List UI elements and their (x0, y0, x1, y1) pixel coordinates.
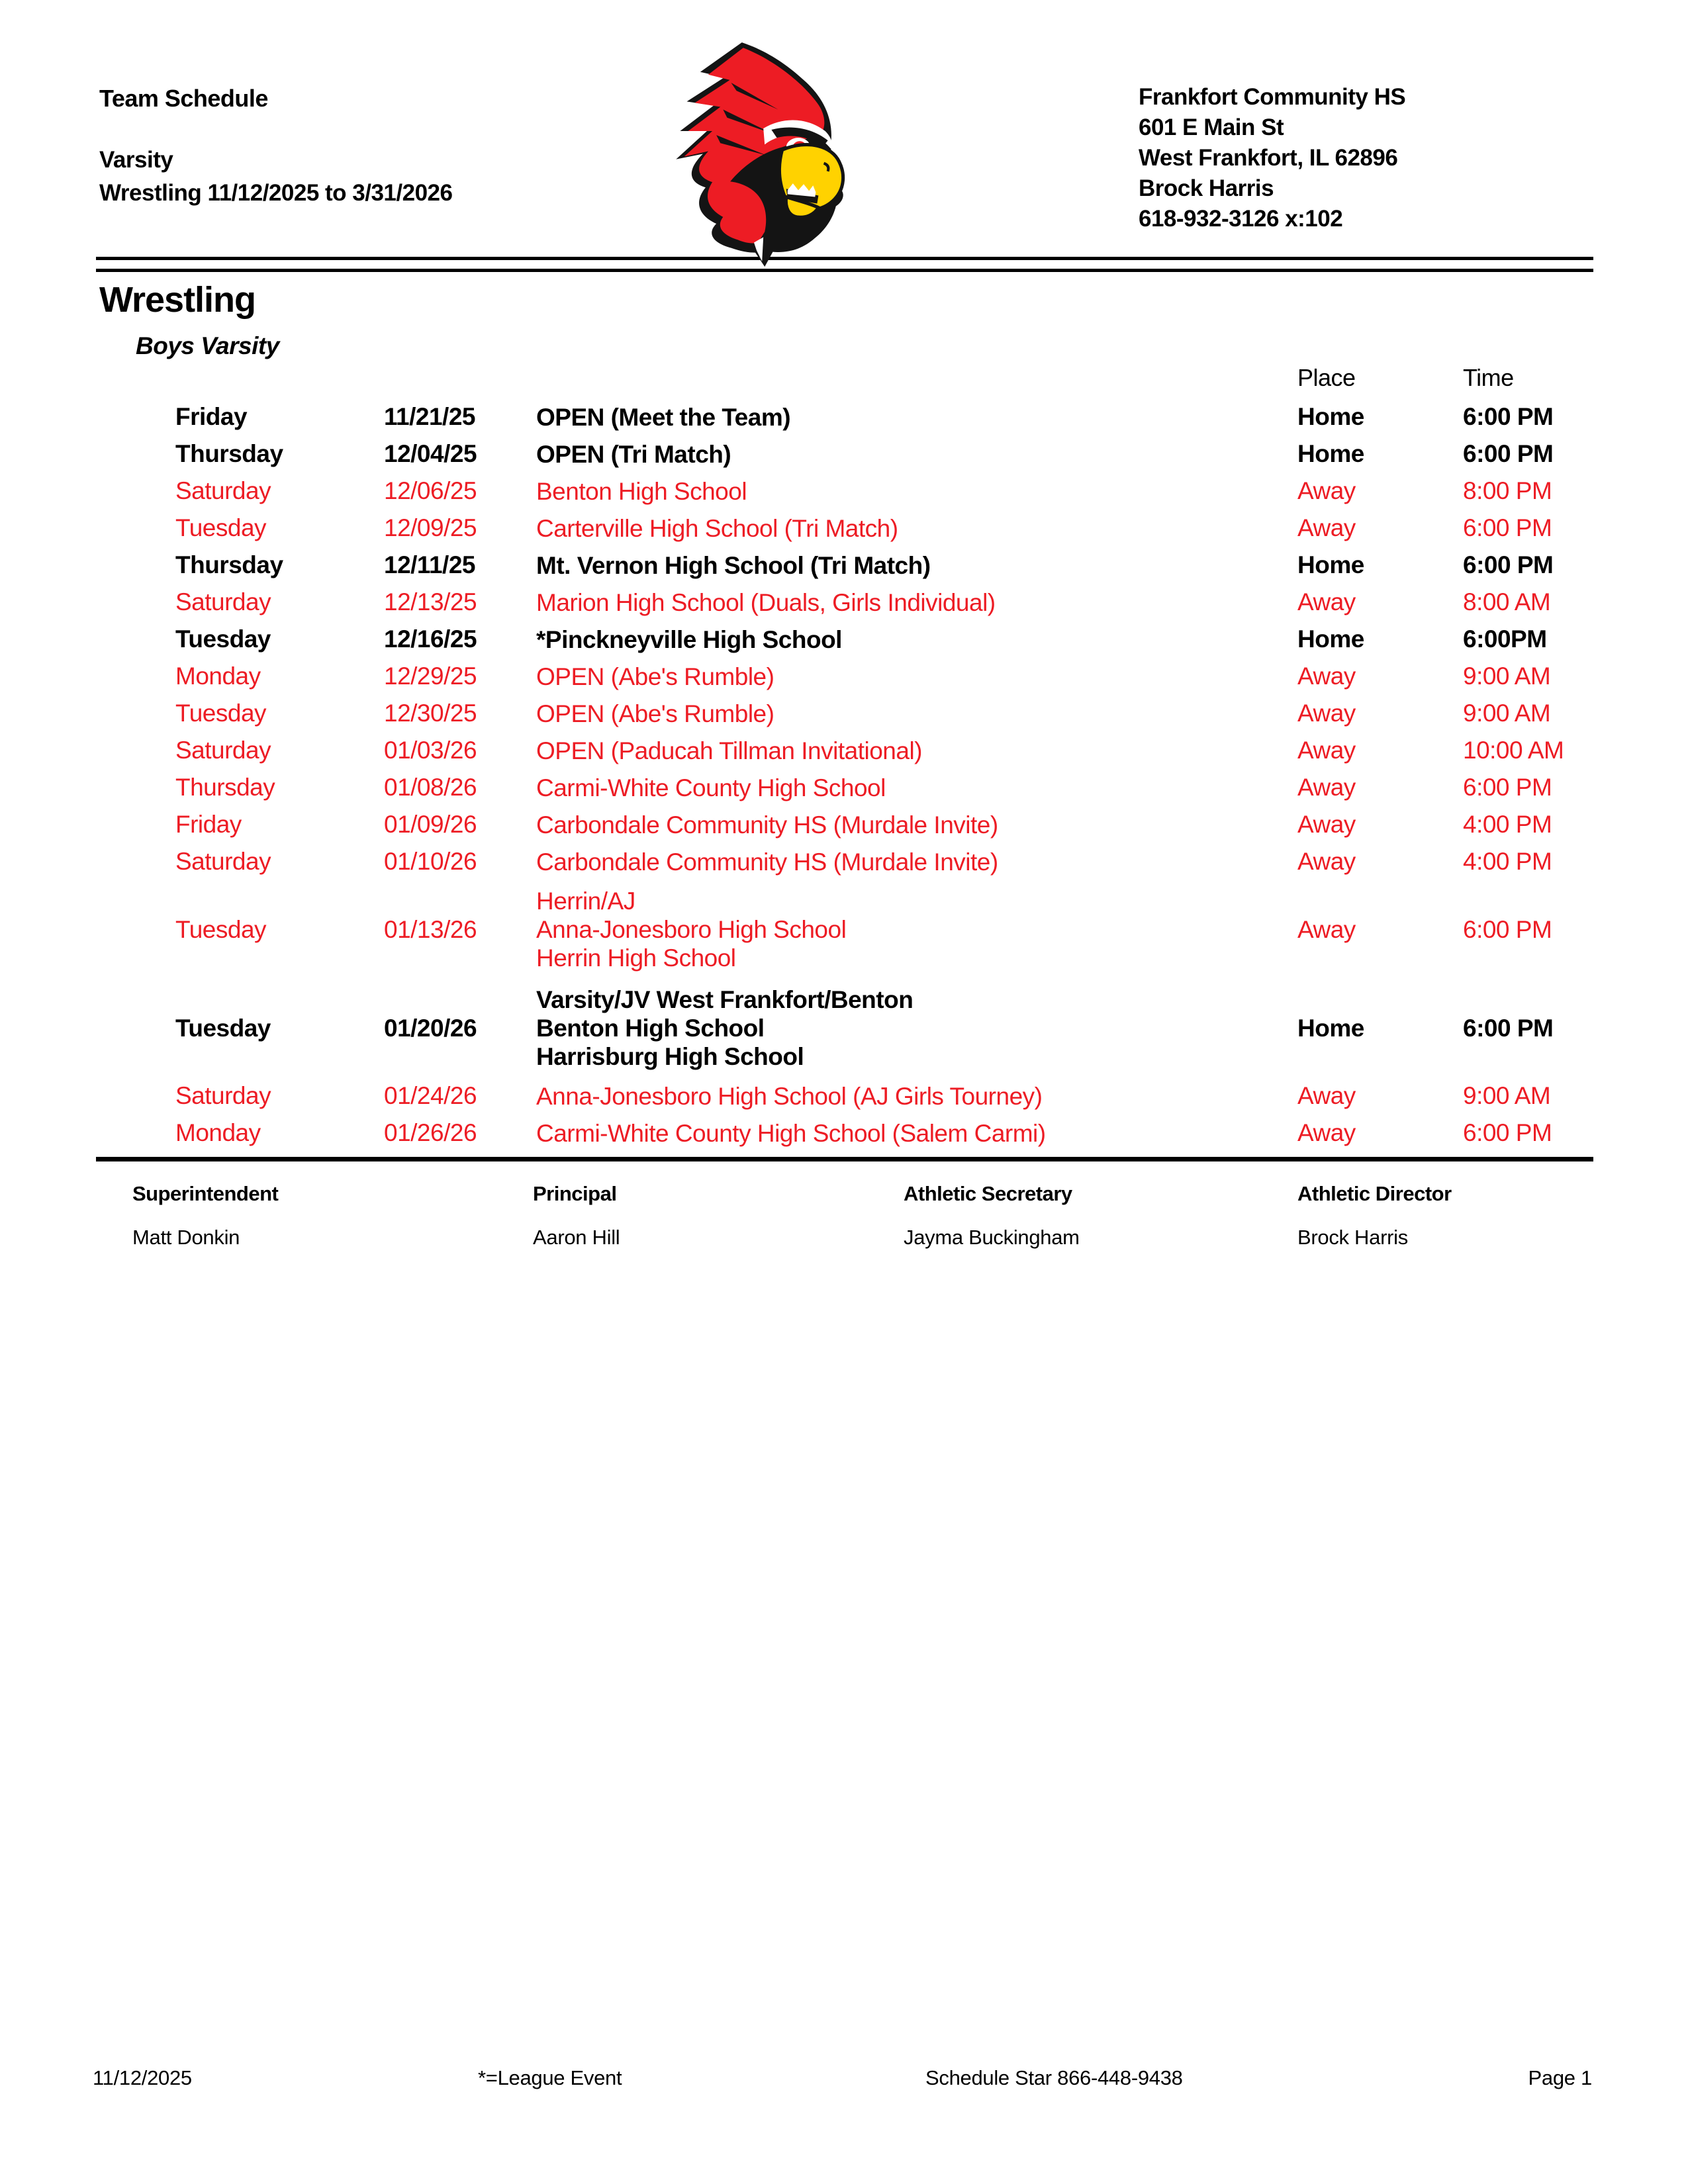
team-subtitle: Boys Varsity (136, 332, 279, 359)
row-place: Away (1297, 662, 1356, 690)
row-place: Away (1297, 1119, 1356, 1146)
row-day: Thursday (175, 774, 275, 801)
row-place: Away (1297, 774, 1356, 801)
opponent-line: Carmi-White County High School (536, 774, 886, 801)
opponent-line: OPEN (Abe's Rumble) (536, 662, 774, 690)
row-opponent (536, 1082, 1297, 1111)
staff-role: Principal (533, 1182, 617, 1205)
row-day: Saturday (175, 588, 271, 615)
row-opponent (536, 625, 1297, 654)
row-place: Away (1297, 477, 1356, 504)
schedule-row (0, 398, 1688, 435)
row-opponent (536, 440, 1297, 469)
row-place: Away (1297, 700, 1356, 727)
staff-role: Superintendent (132, 1182, 279, 1205)
opponent-line: OPEN (Abe's Rumble) (536, 700, 774, 727)
row-place: Home (1297, 625, 1364, 653)
report-title: Team Schedule (99, 85, 268, 112)
row-date: 12/16/25 (384, 625, 477, 653)
row-date: 01/26/26 (384, 1119, 477, 1146)
row-day: Thursday (175, 551, 283, 578)
footer-legend: *=League Event (478, 2066, 622, 2089)
row-time: 6:00 PM (1463, 551, 1554, 578)
opponent-line: Benton High School (536, 1015, 765, 1042)
staff-name: Brock Harris (1297, 1226, 1408, 1249)
schedule-row (0, 1115, 1688, 1152)
row-day: Friday (175, 403, 248, 430)
staff-section (0, 1182, 1688, 1268)
staff-name: Jayma Buckingham (904, 1226, 1080, 1249)
row-day: Tuesday (175, 1014, 271, 1042)
team-level: Varsity (99, 147, 173, 173)
staff-athletic-director (1297, 1182, 1452, 1250)
staff-athletic-secretary (904, 1182, 1080, 1250)
row-time: 4:00 PM (1463, 811, 1552, 838)
header-divider-bottom (96, 269, 1593, 272)
row-day: Saturday (175, 737, 271, 764)
page-footer (0, 2066, 1688, 2099)
opponent-line: *Pinckneyville High School (536, 625, 842, 653)
report-title-block (99, 85, 452, 206)
row-place: Away (1297, 1082, 1356, 1109)
row-time: 8:00 PM (1463, 477, 1552, 504)
schedule-row (0, 510, 1688, 547)
row-time: 6:00 PM (1463, 774, 1552, 801)
row-time: 6:00 PM (1463, 403, 1554, 430)
sport-title: Wrestling (99, 280, 256, 320)
school-name: Frankfort Community HS (1139, 84, 1406, 110)
row-time: 10:00 AM (1463, 737, 1564, 764)
opponent-line: Anna-Jonesboro High School (536, 916, 847, 943)
row-date: 01/10/26 (384, 848, 477, 875)
opponent-line: Varsity/JV West Frankfort/Benton (536, 986, 914, 1013)
row-place: Away (1297, 737, 1356, 764)
table-bottom-rule (96, 1157, 1593, 1161)
row-place: Home (1297, 1014, 1364, 1042)
schedule-range: Wrestling 11/12/2025 to 3/31/2026 (99, 180, 453, 206)
row-day: Saturday (175, 1082, 271, 1109)
opponent-line: Carmi-White County High School (Salem Carmi) (536, 1119, 1046, 1147)
row-date: 01/09/26 (384, 811, 477, 838)
school-info-block (1139, 82, 1405, 234)
schedule-row (0, 806, 1688, 843)
row-day: Monday (175, 1119, 261, 1146)
footer-date: 11/12/2025 (93, 2066, 192, 2089)
schedule-row (0, 732, 1688, 769)
row-date: 12/29/25 (384, 662, 477, 690)
schedule-row (0, 1077, 1688, 1115)
row-day: Tuesday (175, 700, 267, 727)
staff-role: Athletic Secretary (904, 1182, 1072, 1205)
school-logo (662, 38, 847, 267)
schedule-row (0, 695, 1688, 732)
opponent-line: OPEN (Paducah Tillman Invitational) (536, 737, 922, 764)
opponent-line: Mt. Vernon High School (Tri Match) (536, 551, 931, 579)
row-day: Friday (175, 811, 242, 838)
opponent-line: OPEN (Tri Match) (536, 440, 731, 468)
opponent-line: Harrisburg High School (536, 1043, 804, 1070)
row-date: 01/08/26 (384, 774, 477, 801)
schedule-row (0, 843, 1688, 880)
opponent-line: Herrin/AJ (536, 887, 635, 915)
row-place: Home (1297, 551, 1364, 578)
schedule-row (0, 880, 1688, 979)
row-opponent (536, 737, 1297, 765)
row-opponent (536, 887, 1297, 972)
row-time: 4:00 PM (1463, 848, 1552, 875)
opponent-line: Carbondale Community HS (Murdale Invite) (536, 811, 998, 839)
row-date: 01/03/26 (384, 737, 477, 764)
row-opponent (536, 811, 1297, 839)
row-time: 8:00 AM (1463, 588, 1551, 615)
row-place: Away (1297, 588, 1356, 615)
column-header-place: Place (1297, 364, 1356, 391)
opponent-line: Benton High School (536, 477, 747, 505)
row-day: Tuesday (175, 625, 271, 653)
schedule-row (0, 584, 1688, 621)
row-date: 12/09/25 (384, 514, 477, 541)
footer-vendor: Schedule Star 866-448-9438 (925, 2066, 1183, 2089)
schedule-row (0, 547, 1688, 584)
row-opponent (536, 514, 1297, 543)
row-opponent (536, 551, 1297, 580)
schedule-row (0, 979, 1688, 1077)
row-opponent (536, 662, 1297, 691)
row-place: Away (1297, 514, 1356, 541)
opponent-line: Marion High School (Duals, Girls Individual) (536, 588, 996, 616)
row-opponent (536, 700, 1297, 728)
opponent-line: Anna-Jonesboro High School (AJ Girls Tourney) (536, 1082, 1043, 1110)
row-day: Thursday (175, 440, 283, 467)
schedule-row (0, 621, 1688, 658)
staff-principal (533, 1182, 620, 1250)
row-date: 01/20/26 (384, 1014, 477, 1042)
row-place: Away (1297, 811, 1356, 838)
row-place: Home (1297, 403, 1364, 430)
row-time: 9:00 AM (1463, 700, 1551, 727)
schedule-row (0, 473, 1688, 510)
cardinal-icon (662, 38, 847, 267)
schedule-row (0, 435, 1688, 473)
row-day: Saturday (175, 477, 271, 504)
row-day: Tuesday (175, 915, 267, 943)
row-date: 12/04/25 (384, 440, 477, 467)
row-place: Home (1297, 440, 1364, 467)
row-place: Away (1297, 915, 1356, 943)
row-opponent (536, 848, 1297, 876)
row-time: 9:00 AM (1463, 1082, 1551, 1109)
row-opponent (536, 1119, 1297, 1148)
footer-page-number: Page 1 (1528, 2066, 1592, 2089)
row-time: 6:00 PM (1463, 440, 1554, 467)
row-date: 12/06/25 (384, 477, 477, 504)
row-time: 6:00 PM (1463, 1119, 1552, 1146)
row-time: 6:00 PM (1463, 1014, 1554, 1042)
row-date: 01/13/26 (384, 915, 477, 943)
school-address-line1: 601 E Main St (1139, 114, 1284, 140)
staff-superintendent (132, 1182, 278, 1250)
row-time: 6:00 PM (1463, 915, 1552, 943)
row-opponent (536, 477, 1297, 506)
row-date: 12/11/25 (384, 551, 475, 578)
staff-name: Matt Donkin (132, 1226, 240, 1249)
row-time: 6:00 PM (1463, 514, 1552, 541)
staff-name: Aaron Hill (533, 1226, 620, 1249)
row-date: 01/24/26 (384, 1082, 477, 1109)
row-opponent (536, 985, 1297, 1071)
schedule-rows (0, 398, 1688, 1161)
row-date: 11/21/25 (384, 403, 475, 430)
row-day: Monday (175, 662, 261, 690)
staff-role: Athletic Director (1297, 1182, 1452, 1205)
schedule-row (0, 769, 1688, 806)
school-address-line2: West Frankfort, IL 62896 (1139, 145, 1398, 171)
row-day: Tuesday (175, 514, 267, 541)
opponent-line: Carterville High School (Tri Match) (536, 514, 898, 542)
schedule-row (0, 658, 1688, 695)
row-day: Saturday (175, 848, 271, 875)
opponent-line: Carbondale Community HS (Murdale Invite) (536, 848, 998, 876)
row-place: Away (1297, 848, 1356, 875)
row-opponent (536, 588, 1297, 617)
row-opponent (536, 403, 1297, 432)
opponent-line: Herrin High School (536, 944, 736, 972)
contact-name: Brock Harris (1139, 175, 1274, 201)
row-opponent (536, 774, 1297, 802)
contact-phone: 618-932-3126 x:102 (1139, 206, 1343, 232)
row-date: 12/13/25 (384, 588, 477, 615)
row-time: 6:00PM (1463, 625, 1547, 653)
column-header-time: Time (1463, 364, 1514, 391)
row-time: 9:00 AM (1463, 662, 1551, 690)
row-date: 12/30/25 (384, 700, 477, 727)
opponent-line: OPEN (Meet the Team) (536, 403, 791, 431)
